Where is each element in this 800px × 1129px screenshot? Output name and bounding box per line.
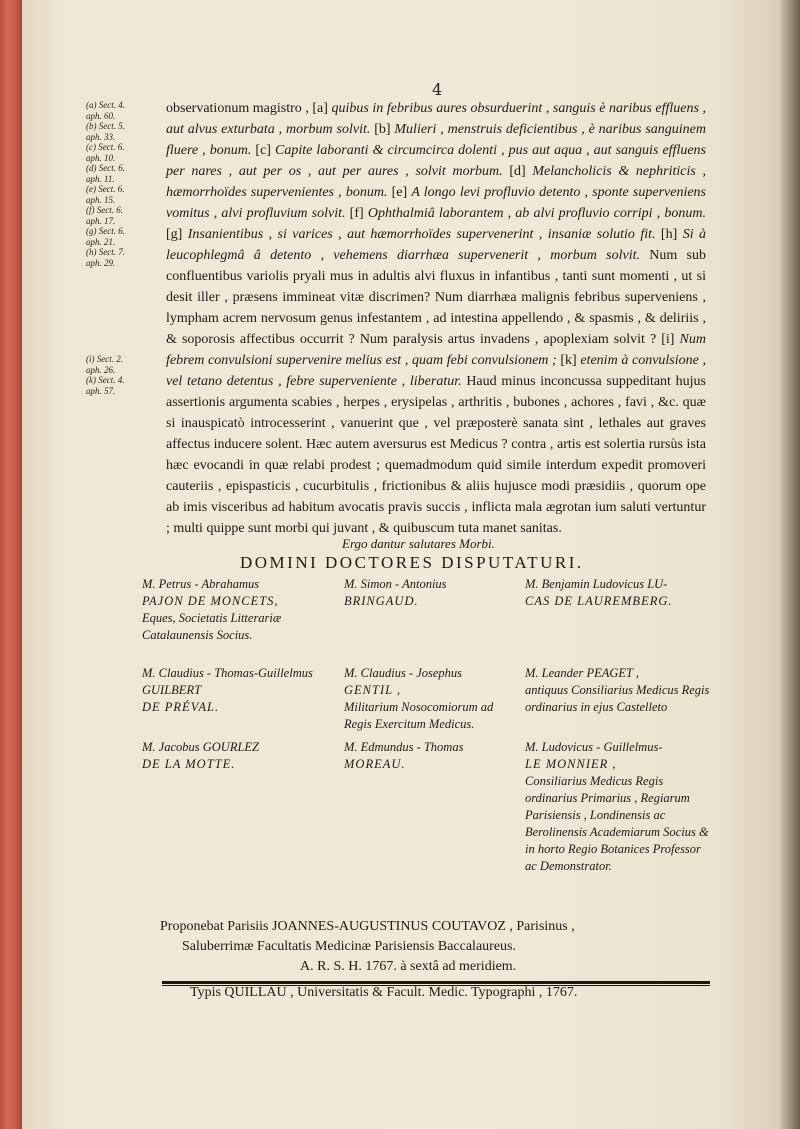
margin-note: aph. 29.	[86, 257, 116, 268]
margin-note: aph. 15.	[86, 194, 116, 205]
margin-note: (d) Sect. 6.	[86, 163, 125, 173]
margin-note: (g) Sect. 6.	[86, 226, 125, 236]
aphorism-quote: Num febrem convulsioni supervenire melius est , quam febi convulsionem ;	[166, 332, 706, 368]
body-run: [g]	[166, 227, 188, 242]
margin-note: (c) Sect. 6.	[86, 142, 125, 152]
margin-note: (f) Sect. 6.	[86, 205, 123, 215]
page-edge-shadow	[780, 0, 800, 1129]
doctor-family: PAJON DE MONCETS,	[142, 594, 279, 608]
doctor-name: M. Petrus - Abrahamus	[142, 577, 260, 591]
doctor-name: M. Jacobus GOURLEZ	[142, 740, 260, 754]
body-run: [c]	[251, 143, 275, 158]
aphorism-quote: A longo levi profluvio detento , sponte superveniens vomitus , alvi profluvium solvit.	[166, 185, 706, 221]
margin-note: aph. 10.	[86, 152, 116, 163]
aphorism-quote: Insanientibus , si varices , aut hæmorrhoïdes supervenerint , insaniæ solutio fit.	[187, 227, 656, 242]
doctor-title: antiquus Consiliarius Medicus Regis ordinarius in ejus Castelleto	[525, 683, 710, 714]
margin-references	[86, 100, 164, 396]
body-run: [h]	[655, 227, 683, 242]
conclusion-line: Ergo dantur salutares Morbi.	[342, 536, 495, 551]
doctor-family: CAS DE LAUREMBERG.	[525, 594, 673, 608]
aphorism-quote: Ophthalmiâ laborantem , ab alvi profluvio corripi , bonum.	[367, 206, 706, 221]
doctor-family: LE MONNIER ,	[525, 757, 617, 771]
aphorism-quote: Mulieri , menstruis deficientibus , è naribus sanguinem fluere , bonum.	[166, 122, 706, 158]
doctor-entry	[142, 739, 332, 773]
margin-note: (b) Sect. 5.	[86, 121, 125, 131]
margin-note: (k) Sect. 4.	[86, 375, 125, 385]
margin-note: (i) Sect. 2.	[86, 354, 123, 364]
body-run: observationum magistro , [a]	[166, 101, 332, 116]
imprint-block	[160, 917, 720, 977]
doctor-entry	[142, 576, 332, 644]
body-text	[166, 98, 706, 539]
margin-note: aph. 57.	[86, 385, 116, 396]
doctor-family: DE PRÉVAL.	[142, 700, 220, 714]
doctor-name: M. Ludovicus - Guillelmus-	[525, 740, 663, 754]
body-run: [e]	[387, 185, 412, 200]
margin-note: aph. 26.	[86, 364, 116, 375]
body-run: [b]	[370, 122, 395, 137]
faculty-line: Saluberrimæ Facultatis Medicinæ Parisiensis Baccalaureus.	[182, 939, 516, 954]
doctor-title: Eques, Societatis Litterariæ Catalaunensis Socius.	[142, 611, 282, 642]
margin-note: (h) Sect. 7.	[86, 247, 125, 257]
aphorism-quote: Capite laboranti & circumcirca dolenti , pus aut aqua , aut sanguis effluens per nares , aut per os , aut per aures , solvit morbum.	[166, 143, 706, 179]
margin-note: aph. 17.	[86, 215, 116, 226]
doctor-name: M. Benjamin Ludovicus LU-	[525, 577, 668, 591]
doctor-entry	[142, 665, 332, 716]
double-rule	[162, 981, 710, 984]
body-run: [k]	[556, 353, 581, 368]
body-run: Num sub confluentibus variolis pryali mus in adultis alvi fluxus in infantibus , tanti sunt momenti , ut si desit iller , præsens immineat vitæ discrimen? Num diarrhæa malignis febribus superveniens , lympham acrem nervosum genus infestantem , ad intestina appellendo , & spasmis , & deliriis , & soporosis affectibus occurrit ? Num paralysis artus invadens , apoplexiam solvit ? [i]	[166, 248, 706, 347]
doctor-entry	[525, 576, 715, 610]
doctor-family: DE LA MOTTE.	[142, 757, 236, 771]
doctor-title: Consiliarius Medicus Regis ordinarius Primarius , Regiarum Parisiensis , Londinensis ac Berolinensis Academiarum Socius & in horto Regio Botanices Professor ac Demonstrator.	[525, 774, 709, 873]
margin-note: aph. 11.	[86, 173, 115, 184]
body-run: [d]	[502, 164, 533, 179]
doctor-name: M. Claudius - Thomas-Guillelmus GUILBERT	[142, 666, 313, 697]
doctor-name: M. Leander PEAGET ,	[525, 666, 639, 680]
doctor-family: GENTIL ,	[344, 683, 402, 697]
doctor-name: M. Claudius - Josephus	[344, 666, 463, 680]
aphorism-quote: Melancholicis & nephriticis , hæmorrhoïdes supervenientes , bonum.	[166, 164, 706, 200]
doctors-heading: DOMINI DOCTORES DISPUTATURI.	[240, 553, 584, 572]
red-binding-edge	[0, 0, 22, 1129]
margin-note: aph. 21.	[86, 236, 116, 247]
margin-note: aph. 33.	[86, 131, 116, 142]
doctor-entry	[344, 739, 520, 773]
doctor-title: Militarium Nosocomiorum ad Regis Exercitum Medicus.	[344, 700, 494, 731]
page-number: 4	[432, 80, 443, 99]
margin-note: aph. 60.	[86, 110, 116, 121]
aphorism-quote: quibus in febribus aures obsurduerint , sanguis è naribus effluens , aut alvus exturbata , morbum solvit.	[166, 101, 706, 137]
doctor-entry	[344, 665, 520, 733]
doctor-entry	[344, 576, 520, 610]
aphorism-quote: etenim à convulsione , vel tetano detentus , febre superveniente , liberatur.	[166, 353, 707, 389]
body-run: [f]	[345, 206, 368, 221]
aphorism-quote: Si à leucophlegmâ â detento , vehemens diarrhæa supervenerit , morbum solvit.	[166, 227, 707, 263]
doctor-family: BRINGAUD.	[344, 594, 419, 608]
margin-note: (e) Sect. 6.	[86, 184, 125, 194]
printer-line: Typis QUILLAU , Universitatis & Facult. Medic. Typographi , 1767.	[190, 985, 578, 1000]
doctor-family: MOREAU.	[344, 757, 406, 771]
doctor-name: M. Simon - Antonius	[344, 577, 447, 591]
body-run: Haud minus inconcussa suppeditant hujus assertionis argumenta scabies , herpes , erysipelas , arthritis , bubones , achores , favi , &c. quæ si inauspicatò introcesserint , vanuerint que , vel præposterè sanata sint , lethales aut graves affectus inducere solent. Hæc autem aversurus est Medicus ? contra , artis est solertia rursùs ista hæc evocandi in quæ relabi prodest ; quemadmodum quid simile interdum expedit promoveri cauteriis , epispasticis , cucurbitulis , frictionibus & aliis hujusce modi præsidiis , quorum ope ab imis visceribus ad habitum avocatis pravis succis , inflicta mala ægrotan ium saluti vertuntur ; multi quippe sunt morbi qui juvant , & quibuscum tuta manet sanitas.	[166, 374, 706, 536]
margin-note: (a) Sect. 4.	[86, 100, 125, 110]
body-paragraph	[166, 98, 706, 539]
proponent-line: Proponebat Parisiis JOANNES-AUGUSTINUS COUTAVOZ , Parisinus ,	[160, 919, 575, 934]
doctor-name: M. Edmundus - Thomas	[344, 740, 464, 754]
doctor-entry	[525, 665, 715, 716]
date-line: A. R. S. H. 1767. à sextâ ad meridiem.	[300, 959, 517, 974]
doctor-entry	[525, 739, 715, 875]
